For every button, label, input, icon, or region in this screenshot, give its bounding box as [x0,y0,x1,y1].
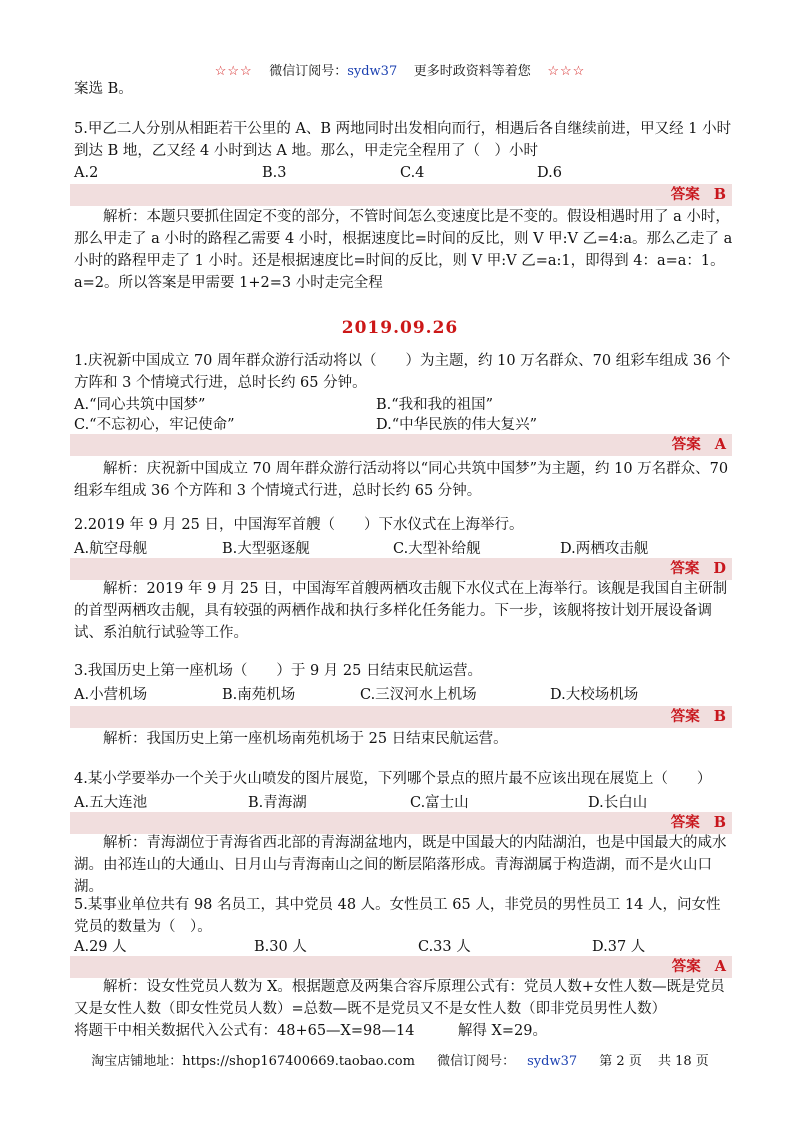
q4-option-a: A.五大连池 [74,795,148,811]
header-slogan: 更多时政资料等着您 [413,64,531,79]
answer-label: 答案 [670,814,700,831]
q2-option-a: A.航空母舰 [74,541,148,557]
footer-shop-link[interactable]: 淘宝店铺地址：https://shop167400669.taobao.com [91,1054,415,1069]
q2-option-c: C.大型补给舰 [393,541,481,557]
section-date: 2019.09.26 [341,318,459,338]
q3-option-a: A.小营机场 [74,687,148,703]
prev-q5-option-d: D.6 [537,165,562,181]
q3-analysis: 解析：我国历史上第一座机场南苑机场于 25 日结束民航运营。 [103,731,508,747]
q1-option-b: B.“我和我的祖国” [376,397,494,413]
q5-option-a: A.29 人 [74,939,127,955]
answer-value: D [713,560,726,577]
q4-answer [671,812,726,834]
header-text: 微信订阅号： [269,64,348,79]
q4-option-c: C.富士山 [410,795,469,811]
footer-page-number: 第 2 页 [599,1054,642,1069]
q5-option-c: C.33 人 [418,939,471,955]
answer-value: B [713,814,726,831]
prev-q5-answer [671,184,726,206]
q5-answer-band [70,956,732,978]
page-footer [0,1050,800,1069]
q1-question: 1.庆祝新中国成立 70 周年群众游行活动将以（ ）为主题，约 10 万名群众、70 组彩车组成 36 个方阵和 3 个情境式行进，总时长约 65 分钟。 [74,353,731,391]
q3-question: 3.我国历史上第一座机场（ ）于 9 月 25 日结束民航运营。 [74,663,482,679]
stars-right: ☆☆☆ [547,64,586,79]
answer-label: 答案 [670,186,700,203]
q1-option-a: A.“同心共筑中国梦” [74,397,206,413]
answer-value: B [713,186,726,203]
prev-q5-option-a: A.2 [74,165,99,181]
prev-q5-answer-band [70,184,732,206]
q4-question: 4.某小学要举办一个关于火山喷发的图片展览，下列哪个景点的照片最不应该出现在展览上（ ） [74,771,712,787]
prev-q5-option-b: B.3 [262,165,287,181]
footer-total-pages: 共 18 页 [657,1054,709,1069]
q2-question: 2.2019 年 9 月 25 日，中国海军首艘（ ）下水仪式在上海举行。 [74,517,524,533]
q2-answer-band [70,558,732,580]
footer-account: sydw37 [527,1054,578,1069]
answer-value: B [713,708,726,725]
q5-option-d: D.37 人 [592,939,646,955]
q2-option-b: B.大型驱逐舰 [222,541,310,557]
answer-label: 答案 [670,560,700,577]
header-account: sydw37 [347,64,398,79]
answer-label: 答案 [671,958,701,975]
q5-question: 5.某事业单位共有 98 名员工，其中党员 48 人。女性员工 65 人，非党员的男性员工 14 人，问女性党员的数量为（ ）。 [74,897,721,935]
q5-answer [672,956,726,978]
q5-analysis: 解析：设女性党员人数为 X。根据题意及两集合容斥原理公式有：党员人数+女性人数—既是党员又是女性人数（即女性党员人数）=总数—既不是党员又不是女性人数（即非党员男性人数） [74,979,725,1017]
q3-option-c: C.三汊河水上机场 [360,687,477,703]
answer-value: A [714,958,726,975]
prev-q5-question: 5.甲乙二人分别从相距若干公里的 A、B 两地同时出发相向而行，相遇后各自继续前进，甲又经 1 小时到达 B 地，乙又经 4 小时到达 A 地。那么，甲走完全程用了（ ）小时 [74,121,732,159]
q1-analysis: 解析：庆祝新中国成立 70 周年群众游行活动将以“同心共筑中国梦”为主题，约 10 万名群众、70 组彩车组成 36 个方阵和 3 个情境式行进，总时长约 65 分钟。 [74,461,729,499]
q3-option-d: D.大校场机场 [550,687,639,703]
q2-option-d: D.两栖攻击舰 [560,541,649,557]
q5-option-b: B.30 人 [254,939,307,955]
q4-analysis: 解析：青海湖位于青海省西北部的青海湖盆地内，既是中国最大的内陆湖泊，也是中国最大的咸水湖。由祁连山的大通山、日月山与青海南山之间的断层陷落形成。青海湖属于构造湖，而不是火山口湖。 [74,835,727,895]
q3-answer-band [70,706,732,728]
answer-label: 答案 [671,436,701,453]
answer-value: A [714,436,726,453]
footer-account-label: 微信订阅号： [437,1054,516,1069]
q1-answer [672,434,726,456]
q4-option-d: D.长白山 [588,795,648,811]
q2-analysis: 解析：2019 年 9 月 25 日，中国海军首艘两栖攻击舰下水仪式在上海举行。该舰是我国自主研制的首型两栖攻击舰，具有较强的两栖作战和执行多样化任务能力。下一步，该舰将按计划开展设备调试、系泊航行试验等工作。 [74,581,728,641]
q1-option-c: C.“不忘初心，牢记使命” [74,417,235,433]
answer-label: 答案 [670,708,700,725]
q4-option-b: B.青海湖 [248,795,307,811]
prev-q5-option-c: C.4 [400,165,425,181]
q3-answer [671,706,726,728]
q5-formula: 将题干中相关数据代入公式有：48+65—X=98—14 解得 X=29。 [74,1023,547,1039]
prev-q5-analysis: 解析：本题只要抓住固定不变的部分，不管时间怎么变速度比是不变的。假设相遇时用了 a 小时，那么甲走了 a 小时的路程乙需要 4 小时，根据速度比=时间的反比，则 V 甲:V 乙=4:a。那么乙走了 a 小时的路程甲走了 1 小时。还是根据速度比=时间的反比，则 V 甲:V 乙=a:1，即得到 4：a=a：1。a=2。所以答案是甲需要 1+2=3 小时走完全程 [74,209,733,291]
stars-left: ☆☆☆ [214,64,253,79]
q4-answer-band [70,812,732,834]
page-header [0,60,800,79]
q1-answer-band [70,434,732,456]
q1-option-d: D.“中华民族的伟大复兴” [376,417,538,433]
q3-option-b: B.南苑机场 [222,687,296,703]
previous-answer-tail: 案选 B。 [74,81,133,97]
q2-answer [670,558,726,580]
